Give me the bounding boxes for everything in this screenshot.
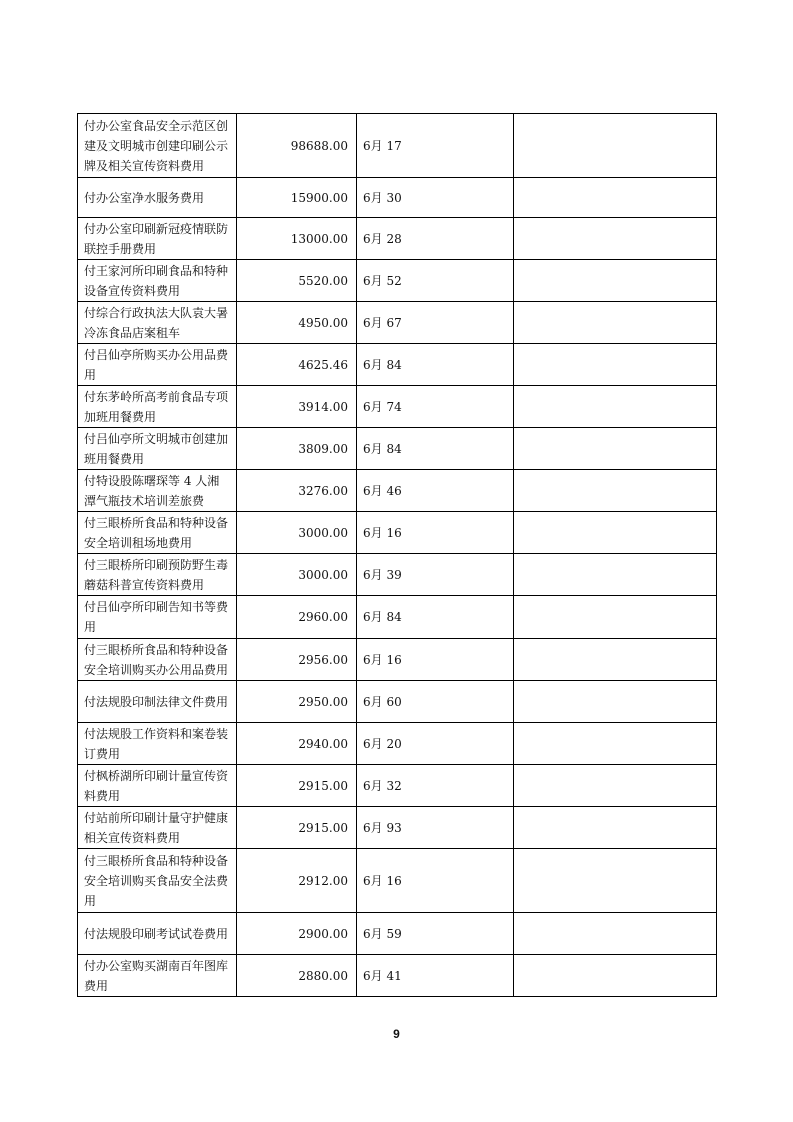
table-row xyxy=(78,178,717,218)
voucher-cell: 6月 17 xyxy=(357,114,514,178)
amount-cell: 2900.00 xyxy=(237,913,357,955)
table-row xyxy=(78,470,717,512)
voucher-cell: 6月 84 xyxy=(357,428,514,470)
note-cell xyxy=(514,178,717,218)
table-row xyxy=(78,681,717,723)
table-row xyxy=(78,639,717,681)
note-cell xyxy=(514,723,717,765)
note-cell xyxy=(514,681,717,723)
voucher-cell: 6月 39 xyxy=(357,554,514,596)
voucher-cell: 6月 60 xyxy=(357,681,514,723)
description-cell: 付法规股印刷考试试卷费用 xyxy=(78,913,237,955)
amount-cell: 2956.00 xyxy=(237,639,357,681)
note-cell xyxy=(514,512,717,554)
note-cell xyxy=(514,470,717,512)
description-cell: 付办公室印刷新冠疫情联防联控手册费用 xyxy=(78,218,237,260)
amount-cell: 2880.00 xyxy=(237,955,357,997)
description-cell: 付三眼桥所食品和特种设备安全培训购买办公用品费用 xyxy=(78,639,237,681)
amount-cell: 2950.00 xyxy=(237,681,357,723)
note-cell xyxy=(514,849,717,913)
description-cell: 付办公室食品安全示范区创建及文明城市创建印刷公示牌及相关宣传资料费用 xyxy=(78,114,237,178)
note-cell xyxy=(514,114,717,178)
description-cell: 付综合行政执法大队袁大暑冷冻食品店案租车 xyxy=(78,302,237,344)
table-row xyxy=(78,218,717,260)
table-row xyxy=(78,344,717,386)
table-row xyxy=(78,386,717,428)
voucher-cell: 6月 41 xyxy=(357,955,514,997)
voucher-cell: 6月 84 xyxy=(357,596,514,639)
table-row xyxy=(78,807,717,849)
amount-cell: 2912.00 xyxy=(237,849,357,913)
description-cell: 付枫桥湖所印刷计量宣传资料费用 xyxy=(78,765,237,807)
description-cell: 付吕仙亭所购买办公用品费用 xyxy=(78,344,237,386)
voucher-cell: 6月 16 xyxy=(357,639,514,681)
table-row xyxy=(78,428,717,470)
note-cell xyxy=(514,955,717,997)
description-cell: 付三眼桥所食品和特种设备安全培训购买食品安全法费用 xyxy=(78,849,237,913)
amount-cell: 98688.00 xyxy=(237,114,357,178)
description-cell: 付吕仙亭所印刷告知书等费用 xyxy=(78,596,237,639)
voucher-cell: 6月 20 xyxy=(357,723,514,765)
amount-cell: 4625.46 xyxy=(237,344,357,386)
amount-cell: 2915.00 xyxy=(237,807,357,849)
note-cell xyxy=(514,913,717,955)
description-cell: 付三眼桥所食品和特种设备安全培训租场地费用 xyxy=(78,512,237,554)
note-cell xyxy=(514,765,717,807)
description-cell: 付三眼桥所印刷预防野生毒蘑菇科普宣传资料费用 xyxy=(78,554,237,596)
expense-table-body xyxy=(78,114,717,997)
voucher-cell: 6月 16 xyxy=(357,849,514,913)
note-cell xyxy=(514,639,717,681)
voucher-cell: 6月 28 xyxy=(357,218,514,260)
amount-cell: 13000.00 xyxy=(237,218,357,260)
voucher-cell: 6月 46 xyxy=(357,470,514,512)
note-cell xyxy=(514,344,717,386)
description-cell: 付办公室净水服务费用 xyxy=(78,178,237,218)
table-row xyxy=(78,723,717,765)
table-row xyxy=(78,512,717,554)
voucher-cell: 6月 16 xyxy=(357,512,514,554)
table-row xyxy=(78,302,717,344)
description-cell: 付法规股印制法律文件费用 xyxy=(78,681,237,723)
description-cell: 付法规股工作资料和案卷装订费用 xyxy=(78,723,237,765)
amount-cell: 3000.00 xyxy=(237,554,357,596)
description-cell: 付吕仙亭所文明城市创建加班用餐费用 xyxy=(78,428,237,470)
description-cell: 付王家河所印刷食品和特种设备宣传资料费用 xyxy=(78,260,237,302)
table-row xyxy=(78,765,717,807)
description-cell: 付办公室购买湖南百年图库费用 xyxy=(78,955,237,997)
table-row xyxy=(78,913,717,955)
voucher-cell: 6月 32 xyxy=(357,765,514,807)
amount-cell: 4950.00 xyxy=(237,302,357,344)
note-cell xyxy=(514,428,717,470)
amount-cell: 2940.00 xyxy=(237,723,357,765)
description-cell: 付特设股陈曙琛等 4 人湘潭气瓶技术培训差旅费 xyxy=(78,470,237,512)
note-cell xyxy=(514,554,717,596)
expense-table xyxy=(77,113,717,997)
amount-cell: 3276.00 xyxy=(237,470,357,512)
voucher-cell: 6月 84 xyxy=(357,344,514,386)
description-cell: 付东茅岭所高考前食品专项加班用餐费用 xyxy=(78,386,237,428)
note-cell xyxy=(514,807,717,849)
voucher-cell: 6月 67 xyxy=(357,302,514,344)
amount-cell: 3914.00 xyxy=(237,386,357,428)
amount-cell: 15900.00 xyxy=(237,178,357,218)
table-row xyxy=(78,955,717,997)
voucher-cell: 6月 52 xyxy=(357,260,514,302)
note-cell xyxy=(514,218,717,260)
amount-cell: 3809.00 xyxy=(237,428,357,470)
page-number: 9 xyxy=(393,1027,400,1041)
voucher-cell: 6月 30 xyxy=(357,178,514,218)
note-cell xyxy=(514,302,717,344)
amount-cell: 5520.00 xyxy=(237,260,357,302)
table-row xyxy=(78,554,717,596)
table-row xyxy=(78,260,717,302)
voucher-cell: 6月 93 xyxy=(357,807,514,849)
table-row xyxy=(78,596,717,639)
note-cell xyxy=(514,596,717,639)
description-cell: 付站前所印刷计量守护健康相关宣传资料费用 xyxy=(78,807,237,849)
amount-cell: 3000.00 xyxy=(237,512,357,554)
table-row xyxy=(78,849,717,913)
amount-cell: 2915.00 xyxy=(237,765,357,807)
amount-cell: 2960.00 xyxy=(237,596,357,639)
voucher-cell: 6月 59 xyxy=(357,913,514,955)
note-cell xyxy=(514,386,717,428)
note-cell xyxy=(514,260,717,302)
table-row xyxy=(78,114,717,178)
voucher-cell: 6月 74 xyxy=(357,386,514,428)
